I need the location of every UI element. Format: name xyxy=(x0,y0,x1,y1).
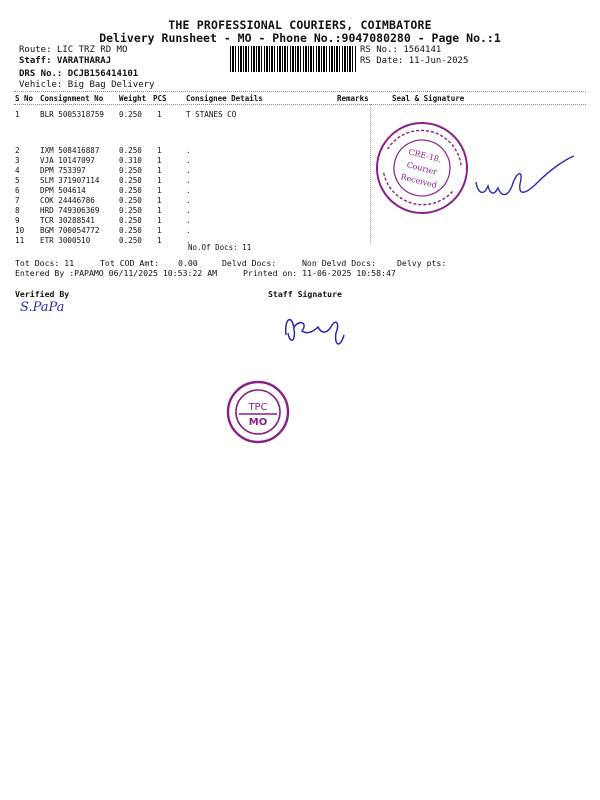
row-pcs: 1 xyxy=(157,196,162,205)
printed-on: Printed on: 11-06-2025 10:58:47 xyxy=(243,268,396,278)
row-sno: 3 xyxy=(15,156,20,165)
tot-docs: Tot Docs: 11 xyxy=(15,258,75,268)
row-sno: 1 xyxy=(15,110,20,119)
row-consignee: . xyxy=(186,216,191,225)
row-weight: 0.310 xyxy=(119,156,142,165)
row-weight: 0.250 xyxy=(119,176,142,185)
row-consignee: T STANES CO xyxy=(186,110,237,119)
staff: Staff: VARATHARAJ xyxy=(19,56,112,66)
route: Route: LIC TRZ RD MO xyxy=(19,45,128,55)
staff-signature xyxy=(278,305,350,357)
tpc-stamp-top: TPC xyxy=(248,402,268,413)
divider xyxy=(14,91,586,92)
row-consignee: . xyxy=(186,156,191,165)
row-pcs: 1 xyxy=(157,186,162,195)
table-row xyxy=(0,236,600,246)
row-sno: 5 xyxy=(15,176,20,185)
row-pcs: 1 xyxy=(157,216,162,225)
company-title: THE PROFESSIONAL COURIERS, COIMBATORE xyxy=(168,18,432,32)
row-weight: 0.250 xyxy=(119,226,142,235)
row-consignment: IXM 508416887 xyxy=(40,146,100,155)
col-seal: Seal & Signature xyxy=(392,94,465,103)
staff-signature-label: Staff Signature xyxy=(268,289,342,299)
row-consignee: . xyxy=(186,146,191,155)
no-of-docs: No.Of Docs: 11 xyxy=(188,243,252,252)
col-consignee: Consignee Details xyxy=(186,94,263,103)
table-row xyxy=(0,226,600,236)
row-consignee: . xyxy=(186,166,191,175)
row-consignment: COK 24446786 xyxy=(40,196,95,205)
row-consignment: VJA 10147097 xyxy=(40,156,95,165)
stamp-text-line3: Received xyxy=(399,172,438,190)
rs-number: RS No.: 1564141 xyxy=(360,45,442,55)
row-pcs: 1 xyxy=(157,176,162,185)
row-pcs: 1 xyxy=(157,156,162,165)
row-consignment: BGM 700054772 xyxy=(40,226,100,235)
row-consignment: BLR 5005318759 xyxy=(40,110,105,119)
rs-date: RS Date: 11-Jun-2025 xyxy=(360,56,469,66)
row-consignee: . xyxy=(186,236,191,245)
stamp-text-line1: CRE-18. xyxy=(407,147,443,165)
received-stamp xyxy=(372,118,472,218)
row-consignment: DPM 753397 xyxy=(40,166,86,175)
row-sno: 6 xyxy=(15,186,20,195)
row-consignee: . xyxy=(186,206,191,215)
tpc-stamp-bottom: MO xyxy=(248,417,268,428)
col-remarks: Remarks xyxy=(337,94,369,103)
row-sno: 7 xyxy=(15,196,20,205)
non-delvd-docs: Non Delvd Docs: xyxy=(302,258,376,268)
verified-by-label: Verified By xyxy=(15,289,70,299)
runsheet-subtitle: Delivery Runsheet - MO - Phone No.:9047080280 - Page No.:1 xyxy=(99,31,501,45)
row-sno: 2 xyxy=(15,146,20,155)
row-consignee: . xyxy=(186,176,191,185)
entered-by: Entered By :PAPAMO 06/11/2025 10:53:22 AM xyxy=(15,268,218,278)
stamp-text-line2: Courier xyxy=(405,160,439,177)
drs-number: DRS No.: DCJB156414101 xyxy=(19,69,139,79)
row-sno: 11 xyxy=(15,236,25,245)
row-weight: 0.250 xyxy=(119,166,142,175)
row-consignee: . xyxy=(186,186,191,195)
col-consignment: Consignment No xyxy=(40,94,104,103)
row-sno: 9 xyxy=(15,216,20,225)
consignee-signature xyxy=(468,150,578,220)
row-pcs: 1 xyxy=(157,206,162,215)
tot-cod-value: 0.00 xyxy=(178,258,198,268)
row-consignment: DPM 504614 xyxy=(40,186,86,195)
row-weight: 0.250 xyxy=(119,146,142,155)
delvy-pts: Delvy pts: xyxy=(397,258,447,268)
table-row xyxy=(0,110,600,120)
row-consignment: SLM 371907114 xyxy=(40,176,100,185)
row-weight: 0.250 xyxy=(119,110,142,119)
row-consignee: . xyxy=(186,226,191,235)
tpc-stamp xyxy=(226,380,290,444)
row-weight: 0.250 xyxy=(119,206,142,215)
row-pcs: 1 xyxy=(157,226,162,235)
row-sno: 10 xyxy=(15,226,25,235)
verified-signature: S.PaPa xyxy=(20,300,65,315)
tot-cod-label: Tot COD Amt: xyxy=(100,258,160,268)
col-sno: S No xyxy=(15,94,34,103)
col-weight: Weight xyxy=(119,94,147,103)
barcode xyxy=(230,46,356,72)
vehicle: Vehicle: Big Bag Delivery xyxy=(19,80,155,90)
row-weight: 0.250 xyxy=(119,236,142,245)
row-weight: 0.250 xyxy=(119,216,142,225)
row-consignment: HRD 749306369 xyxy=(40,206,100,215)
row-pcs: 1 xyxy=(157,110,162,119)
row-sno: 8 xyxy=(15,206,20,215)
row-consignee: . xyxy=(186,196,191,205)
row-pcs: 1 xyxy=(157,146,162,155)
row-weight: 0.250 xyxy=(119,186,142,195)
row-weight: 0.250 xyxy=(119,196,142,205)
row-consignment: ETR 3000510 xyxy=(40,236,91,245)
row-pcs: 1 xyxy=(157,166,162,175)
delvd-docs: Delvd Docs: xyxy=(222,258,277,268)
row-consignment: TCR 30288541 xyxy=(40,216,95,225)
row-sno: 4 xyxy=(15,166,20,175)
col-pcs: PCS xyxy=(153,94,167,103)
row-pcs: 1 xyxy=(157,236,162,245)
